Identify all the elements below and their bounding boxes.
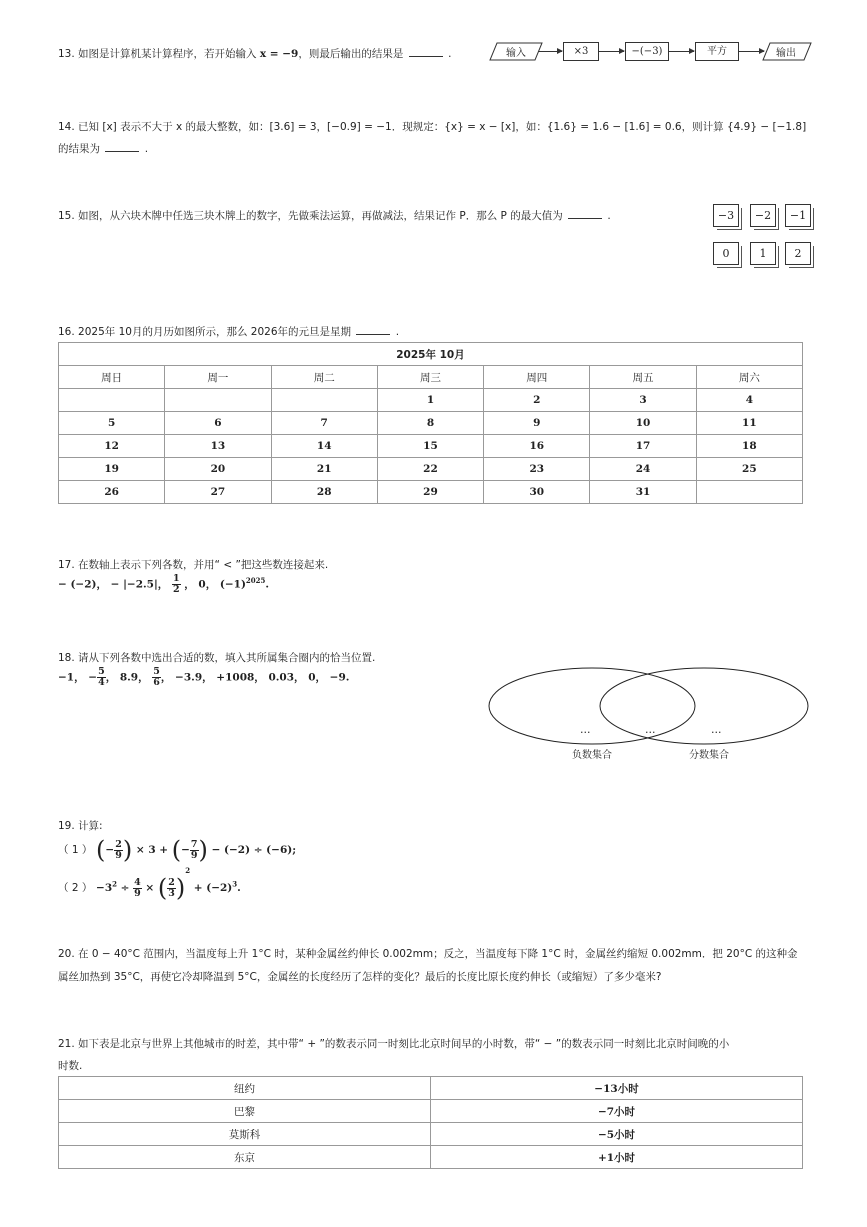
flow-square-box: 平方 bbox=[695, 42, 739, 61]
calendar-cell: 29 bbox=[377, 481, 483, 504]
answer-blank[interactable] bbox=[409, 55, 443, 57]
calendar-cell: 24 bbox=[590, 458, 696, 481]
venn-dots-left: … bbox=[580, 724, 591, 736]
q20-line2: 属丝加热到 35°C，再使它冷却降温到 5°C，金属丝的长度经历了怎样的变化？最后的长度比原长度约伸长（或缩短）了多少毫米? bbox=[58, 971, 662, 983]
flow-minus-box: −(−3) bbox=[625, 42, 669, 61]
calendar-cell: 17 bbox=[590, 435, 696, 458]
calendar-cell: 1 bbox=[377, 389, 483, 412]
calendar-cell: 30 bbox=[484, 481, 590, 504]
timezone-table bbox=[58, 1076, 803, 1169]
fraction: $\frac{2}{3}$ bbox=[168, 876, 175, 899]
calendar-header: 周四 bbox=[484, 366, 590, 389]
tile: 0 bbox=[713, 242, 739, 265]
q15-text: 15. 如图，从六块木牌中任选三块木牌上的数字，先做乘法运算，再做减法，结果记作 P．那么 P 的最大值为 . bbox=[58, 210, 611, 222]
calendar-cell: 25 bbox=[696, 458, 802, 481]
offset-cell: +1小时 bbox=[431, 1146, 803, 1169]
q13-text: 13. 如图是计算机某计算程序，若开始输入 x = −9，则最后输出的结果是 . bbox=[58, 48, 452, 60]
calendar-cell: 5 bbox=[59, 412, 165, 435]
q21-line2: 时数. bbox=[58, 1060, 83, 1072]
calendar-header: 周六 bbox=[696, 366, 802, 389]
flow-arrow bbox=[668, 51, 694, 52]
q19-part1: （ 1 ） (− $\frac{2}{9}$ ) × 3 + (− $\frac{7}{9}$ ) − (−2) ÷ (−6); bbox=[58, 836, 297, 864]
calendar-cell: 8 bbox=[377, 412, 483, 435]
venn-fraction-set bbox=[600, 668, 808, 744]
q21-line1: 21. 如下表是北京与世界上其他城市的时差，其中带“ + ”的数表示同一时刻比北京时间早的小时数，带“ − ”的数表示同一时刻比北京时间晚的小 bbox=[58, 1038, 730, 1050]
calendar-cell: 15 bbox=[377, 435, 483, 458]
calendar-header: 周三 bbox=[377, 366, 483, 389]
fraction: $\frac{4}{9}$ bbox=[134, 876, 141, 899]
flow-times3-box: ×3 bbox=[563, 42, 599, 61]
q19-title: 19. 计算: bbox=[58, 820, 103, 832]
flow-output-label: 输出 bbox=[776, 48, 796, 59]
calendar-cell: 19 bbox=[59, 458, 165, 481]
tile: −3 bbox=[713, 204, 739, 227]
tile: 1 bbox=[750, 242, 776, 265]
calendar-cell: 31 bbox=[590, 481, 696, 504]
calendar-cell bbox=[165, 389, 271, 412]
city-cell: 巴黎 bbox=[59, 1100, 431, 1123]
calendar-cell: 26 bbox=[59, 481, 165, 504]
tile: 2 bbox=[785, 242, 811, 265]
calendar-cell: 13 bbox=[165, 435, 271, 458]
offset-cell: −5小时 bbox=[431, 1123, 803, 1146]
q18-numbers: −1， − $\frac{5}{4}$ ， 8.9， $\frac{5}{6}$ ， −3.9， +1008， 0.03， 0， −9. bbox=[58, 666, 350, 688]
flow-arrow bbox=[598, 51, 624, 52]
fraction: $\frac{1}{2}$ bbox=[172, 573, 180, 595]
offset-cell: −7小时 bbox=[431, 1100, 803, 1123]
q20-line1: 20. 在 0 − 40°C 范围内，当温度每上升 1°C 时，某种金属丝约伸长 0.002mm；反之，当温度每下降 1°C 时，金属丝约缩短 0.002mm．把 20°C 的这种金 bbox=[58, 948, 798, 960]
calendar-header: 周日 bbox=[59, 366, 165, 389]
calendar-cell: 9 bbox=[484, 412, 590, 435]
calendar-cell: 16 bbox=[484, 435, 590, 458]
fraction: $\frac{5}{4}$ bbox=[98, 666, 105, 688]
q19-part2: （ 2 ） $-3^2$ ÷ $\frac{4}{9}$ × ( $\frac{2}{3}$ )$^2 + (-2)^3$. bbox=[58, 866, 241, 902]
calendar-cell: 6 bbox=[165, 412, 271, 435]
calendar-table bbox=[58, 342, 803, 504]
tile: −1 bbox=[785, 204, 811, 227]
calendar-cell: 10 bbox=[590, 412, 696, 435]
calendar-header: 周一 bbox=[165, 366, 271, 389]
venn-negative-set bbox=[489, 668, 695, 744]
calendar-cell bbox=[696, 481, 802, 504]
calendar-header: 周五 bbox=[590, 366, 696, 389]
q14-line2: 的结果为 . bbox=[58, 143, 149, 155]
q17-numbers: − (−2)， − |−2.5|， $\frac{1}{2}$ ， 0， $(-1)^{2025}$. bbox=[58, 573, 270, 595]
calendar-cell: 21 bbox=[271, 458, 377, 481]
calendar-title: 2025年 10月 bbox=[59, 343, 803, 366]
calendar-cell bbox=[59, 389, 165, 412]
q18-text: 18. 请从下列各数中选出合适的数，填入其所属集合圈内的恰当位置. bbox=[58, 652, 376, 664]
flow-arrow bbox=[738, 51, 764, 52]
flow-input-label: 输入 bbox=[506, 48, 526, 59]
calendar-cell: 2 bbox=[484, 389, 590, 412]
calendar-cell: 18 bbox=[696, 435, 802, 458]
q14-line1: 14. 已知 [x] 表示不大于 x 的最大整数，如：[3.6] = 3，[−0.9] = −1．现规定：{x} = x − [x]，如：{1.6} = 1.6 − [1.6] = 0.6，则计算 {4.9} − [−1.8] bbox=[58, 121, 807, 133]
calendar-cell bbox=[271, 389, 377, 412]
fraction: $\frac{2}{9}$ bbox=[115, 838, 122, 861]
venn-dots-right: … bbox=[711, 724, 722, 736]
fraction: $\frac{5}{6}$ bbox=[153, 666, 160, 688]
calendar-cell: 14 bbox=[271, 435, 377, 458]
answer-blank[interactable] bbox=[105, 150, 139, 152]
calendar-cell: 7 bbox=[271, 412, 377, 435]
q16-text: 16. 2025年 10月的月历如图所示，那么 2026年的元旦是星期 . bbox=[58, 326, 400, 338]
venn-dots-middle: … bbox=[645, 724, 656, 736]
calendar-cell: 12 bbox=[59, 435, 165, 458]
city-cell: 东京 bbox=[59, 1146, 431, 1169]
answer-blank[interactable] bbox=[356, 333, 390, 335]
q17-text: 17. 在数轴上表示下列各数，并用“ < ”把这些数连接起来. bbox=[58, 559, 329, 571]
calendar-header: 周二 bbox=[271, 366, 377, 389]
calendar-cell: 27 bbox=[165, 481, 271, 504]
city-cell: 纽约 bbox=[59, 1077, 431, 1100]
calendar-cell: 22 bbox=[377, 458, 483, 481]
calendar-cell: 28 bbox=[271, 481, 377, 504]
calendar-cell: 20 bbox=[165, 458, 271, 481]
answer-blank[interactable] bbox=[568, 217, 602, 219]
fraction: $\frac{7}{9}$ bbox=[190, 838, 198, 861]
flow-arrow bbox=[538, 51, 562, 52]
calendar-cell: 11 bbox=[696, 412, 802, 435]
tile: −2 bbox=[750, 204, 776, 227]
venn-label-fraction: 分数集合 bbox=[689, 750, 729, 761]
calendar-cell: 23 bbox=[484, 458, 590, 481]
offset-cell: −13小时 bbox=[431, 1077, 803, 1100]
city-cell: 莫斯科 bbox=[59, 1123, 431, 1146]
venn-label-negative: 负数集合 bbox=[572, 750, 612, 761]
calendar-cell: 4 bbox=[696, 389, 802, 412]
calendar-cell: 3 bbox=[590, 389, 696, 412]
